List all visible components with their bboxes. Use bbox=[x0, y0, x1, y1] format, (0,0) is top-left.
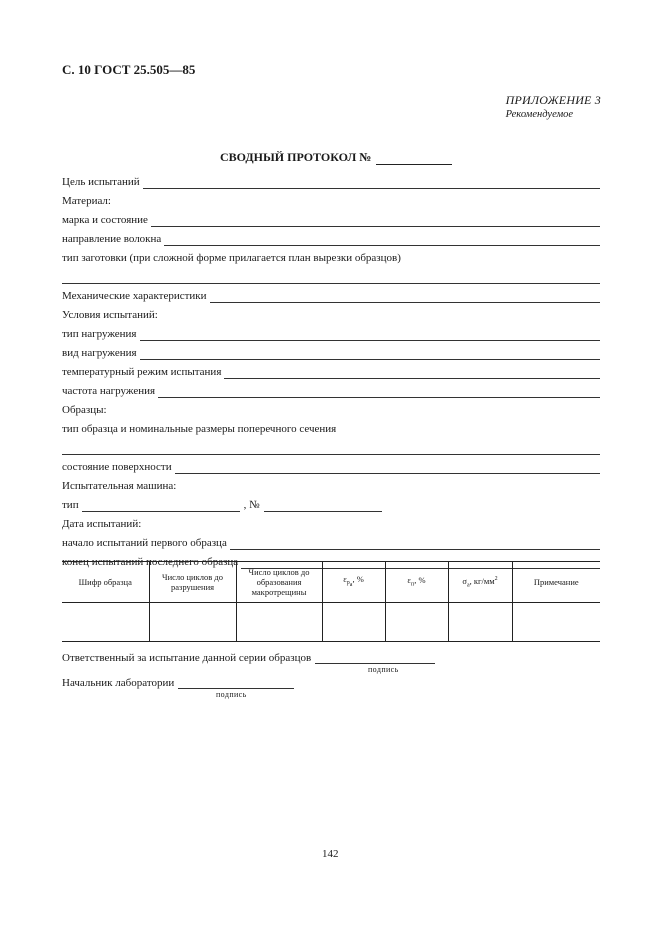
results-table bbox=[62, 561, 600, 642]
machine-type-row bbox=[62, 493, 600, 512]
header-eps-p: $\varepsilon_п$, % bbox=[385, 562, 448, 603]
mechanical-field[interactable] bbox=[210, 289, 600, 303]
appendix-block bbox=[506, 93, 601, 120]
appendix-title: ПРИЛОЖЕНИЕ 3 bbox=[505, 93, 601, 107]
load-kind-label: вид нагружения bbox=[62, 347, 137, 359]
start-row bbox=[62, 531, 600, 550]
table-cell[interactable] bbox=[149, 603, 236, 642]
conditions-label: Условия испытаний: bbox=[62, 309, 158, 321]
head-signature-row bbox=[62, 676, 294, 689]
purpose-label: Цель испытаний bbox=[62, 176, 140, 188]
load-kind-field[interactable] bbox=[140, 346, 600, 360]
table-cell[interactable] bbox=[236, 603, 322, 642]
head-label: Начальник лаборатории bbox=[62, 677, 175, 689]
load-type-label: тип нагружения bbox=[62, 328, 137, 340]
material-row bbox=[62, 189, 600, 208]
fiber-field[interactable] bbox=[164, 232, 600, 246]
test-date-row bbox=[62, 512, 600, 531]
machine-label: Испытательная машина: bbox=[62, 480, 177, 492]
protocol-number-field[interactable] bbox=[376, 153, 452, 165]
load-type-field[interactable] bbox=[140, 327, 601, 341]
specimens-row bbox=[62, 398, 600, 417]
grade-field[interactable] bbox=[151, 213, 600, 227]
specimen-type-field[interactable] bbox=[62, 441, 600, 455]
machine-type-label: тип bbox=[62, 499, 79, 511]
grade-label: марка и состояние bbox=[62, 214, 148, 226]
end-label: конец испытаний последнего образца bbox=[62, 556, 239, 568]
surface-field[interactable] bbox=[175, 460, 600, 474]
test-date-label: Дата испытаний: bbox=[62, 518, 142, 530]
purpose-row bbox=[62, 170, 600, 189]
header-sigma-a: $\sigma_а$, $кг/мм^2$ bbox=[448, 562, 512, 603]
conditions-row bbox=[62, 303, 600, 322]
machine-type-field[interactable] bbox=[82, 498, 240, 512]
table-header-row bbox=[62, 562, 600, 603]
frequency-row bbox=[62, 379, 600, 398]
fiber-label: направление волокна bbox=[62, 233, 162, 245]
temperature-field[interactable] bbox=[224, 365, 600, 379]
protocol-form bbox=[62, 170, 600, 569]
responsible-signature-row bbox=[62, 651, 435, 664]
specimen-type-row bbox=[62, 417, 600, 436]
header-cycles-fracture: Число циклов до разрушения bbox=[149, 562, 236, 603]
responsible-signature-caption: подпись bbox=[368, 665, 399, 674]
machine-row bbox=[62, 474, 600, 493]
surface-label: состояние поверхности bbox=[62, 461, 172, 473]
blank-type-line-row bbox=[62, 265, 600, 284]
mechanical-row bbox=[62, 284, 600, 303]
table-cell[interactable] bbox=[512, 603, 600, 642]
appendix-status: Рекомендуемое bbox=[505, 109, 574, 120]
mechanical-label: Механические характеристики bbox=[62, 290, 207, 302]
fiber-row bbox=[62, 227, 600, 246]
page-number: 142 bbox=[322, 848, 339, 860]
temperature-label: температурный режим испытания bbox=[62, 366, 222, 378]
start-field[interactable] bbox=[230, 536, 600, 550]
grade-row bbox=[62, 208, 600, 227]
material-label: Материал: bbox=[62, 195, 111, 207]
responsible-label: Ответственный за испытание данной серии образцов bbox=[62, 652, 312, 664]
head-signature-caption: подпись bbox=[216, 690, 247, 699]
start-label: начало испытаний первого образца bbox=[62, 537, 227, 549]
blank-type-row bbox=[62, 246, 600, 265]
responsible-signature-field[interactable] bbox=[315, 651, 435, 664]
frequency-field[interactable] bbox=[158, 384, 600, 398]
purpose-field[interactable] bbox=[143, 175, 600, 189]
table-cell[interactable] bbox=[385, 603, 448, 642]
head-signature-field[interactable] bbox=[178, 676, 294, 689]
table-cell[interactable] bbox=[62, 603, 149, 642]
header-specimen-code: Шифр образца bbox=[62, 562, 149, 603]
table-cell[interactable] bbox=[322, 603, 385, 642]
page-header: С. 10 ГОСТ 25.505—85 bbox=[62, 62, 196, 77]
specimens-label: Образцы: bbox=[62, 404, 107, 416]
blank-type-label: тип заготовки (при сложной форме прилагается план вырезки образцов) bbox=[62, 252, 401, 264]
specimen-type-line-row bbox=[62, 436, 600, 455]
frequency-label: частота нагружения bbox=[62, 385, 156, 397]
table-row bbox=[62, 603, 600, 642]
header-note: Примечание bbox=[512, 562, 600, 603]
doc-title-text: СВОДНЫЙ ПРОТОКОЛ № bbox=[220, 150, 372, 164]
header-cycles-macrocrack: Число циклов до образования макротрещины bbox=[236, 562, 322, 603]
surface-row bbox=[62, 455, 600, 474]
machine-no-field[interactable] bbox=[264, 498, 382, 512]
table-cell[interactable] bbox=[448, 603, 512, 642]
blank-type-field[interactable] bbox=[62, 270, 600, 284]
specimen-type-label: тип образца и номинальные размеры поперечного сечения bbox=[62, 423, 337, 435]
load-type-row bbox=[62, 322, 600, 341]
machine-no-label: , № bbox=[243, 499, 260, 511]
header-eps-pa: $\varepsilon_{р_а}$, % bbox=[322, 562, 385, 603]
doc-title bbox=[220, 150, 452, 165]
load-kind-row bbox=[62, 341, 600, 360]
temperature-row bbox=[62, 360, 600, 379]
